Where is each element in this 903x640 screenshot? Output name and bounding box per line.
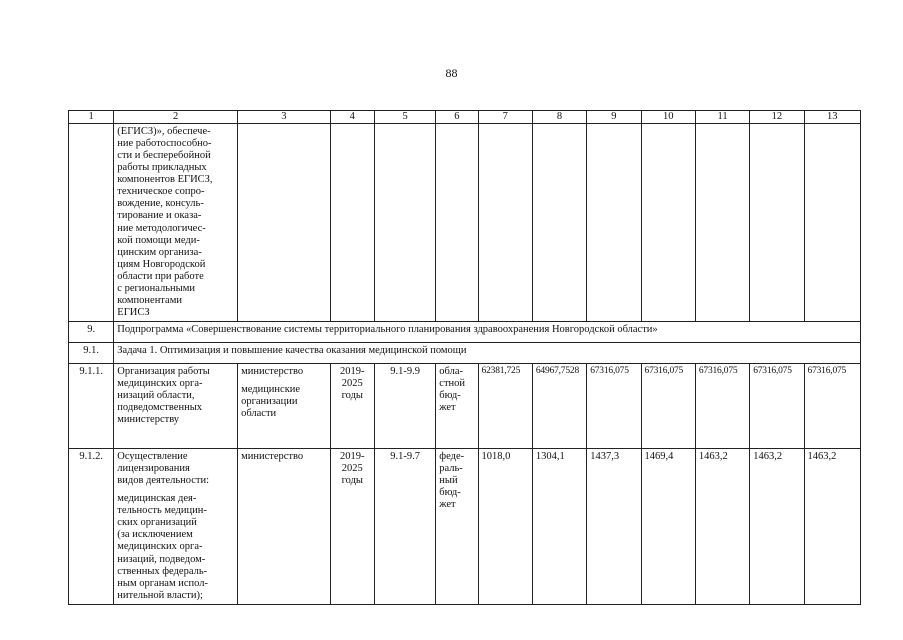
column-number: 10 (641, 111, 695, 124)
measure-name-cell: (ЕГИСЗ)», обеспече- ние работоспособно- сти и бесперебойной работы прикладных компонентов ЕГИСЗ, техническое сопро- вождение, консуль- тирование и оказа- ние методологичес- кой помощи меди- цинским организа- циям Новгородской области при работе с региональными компонентами ЕГИСЗ (114, 124, 238, 322)
source-cell: обла- стной бюд- жет (436, 364, 478, 449)
table-cell (587, 124, 641, 322)
source-cell: феде- раль- ный бюд- жет (436, 449, 478, 605)
measure-name-cell: Организация работы медицинских орга- низаций области, подведомственных министерству (114, 364, 238, 449)
column-number: 2 (114, 111, 238, 124)
value-cell: 1304,1 (532, 449, 586, 605)
column-number: 4 (330, 111, 374, 124)
executor-cell (238, 364, 331, 449)
column-number: 3 (238, 111, 331, 124)
executor-text: медицинские организации области (241, 384, 301, 420)
executor-text: министерство (241, 366, 304, 377)
value-cell: 67316,075 (750, 364, 804, 449)
measure-name-text: медицинская дея- тельность медицин- ских организаций (за исключением медицинских орга- низаций, подведом- ственных федераль- ным органам испол- нительной власти); (117, 493, 208, 601)
task-title: Задача 1. Оптимизация и повышение качества оказания медицинской помощи (114, 343, 861, 364)
executor-cell: министерство (238, 449, 331, 605)
column-number: 9 (587, 111, 641, 124)
period-cell: 2019- 2025 годы (330, 364, 374, 449)
column-number: 6 (436, 111, 478, 124)
page-number: 88 (445, 66, 458, 80)
table-cell (374, 124, 435, 322)
value-cell: 1463,2 (750, 449, 804, 605)
value-cell: 1463,2 (695, 449, 749, 605)
table-row (69, 449, 861, 605)
column-number-row (69, 111, 861, 124)
row-number: 9.1.1. (69, 364, 114, 449)
table-cell (641, 124, 695, 322)
value-cell: 64967,7528 (532, 364, 586, 449)
value-cell: 67316,075 (804, 364, 860, 449)
table-cell (436, 124, 478, 322)
value-cell: 62381,725 (478, 364, 532, 449)
program-table (68, 110, 861, 605)
column-number: 11 (695, 111, 749, 124)
target-cell: 9.1-9.9 (374, 364, 435, 449)
table-cell (330, 124, 374, 322)
table-cell (478, 124, 532, 322)
task-row (69, 343, 861, 364)
period-cell: 2019- 2025 годы (330, 449, 374, 605)
target-cell: 9.1-9.7 (374, 449, 435, 605)
value-cell: 1469,4 (641, 449, 695, 605)
column-number: 5 (374, 111, 435, 124)
table-cell (532, 124, 586, 322)
measure-name-text: Осуществление лицензирования видов деятельности: (117, 451, 210, 487)
column-number: 7 (478, 111, 532, 124)
row-number: 9. (69, 322, 114, 343)
value-cell: 67316,075 (695, 364, 749, 449)
measure-name-cell (114, 449, 238, 605)
row-number: 9.1.2. (69, 449, 114, 605)
value-cell: 1437,3 (587, 449, 641, 605)
column-number: 12 (750, 111, 804, 124)
subprogram-row (69, 322, 861, 343)
continuation-row (69, 124, 861, 322)
value-cell: 1463,2 (804, 449, 860, 605)
table-cell (69, 124, 114, 322)
table-row (69, 364, 861, 449)
value-cell: 67316,075 (587, 364, 641, 449)
subprogram-title: Подпрограмма «Совершенствование системы территориального планирования здравоохранения Новгородской области» (114, 322, 861, 343)
table-cell (695, 124, 749, 322)
row-number: 9.1. (69, 343, 114, 364)
table-cell (750, 124, 804, 322)
table-cell (804, 124, 860, 322)
value-cell: 1018,0 (478, 449, 532, 605)
value-cell: 67316,075 (641, 364, 695, 449)
column-number: 1 (69, 111, 114, 124)
column-number: 8 (532, 111, 586, 124)
table-cell (238, 124, 331, 322)
column-number: 13 (804, 111, 860, 124)
